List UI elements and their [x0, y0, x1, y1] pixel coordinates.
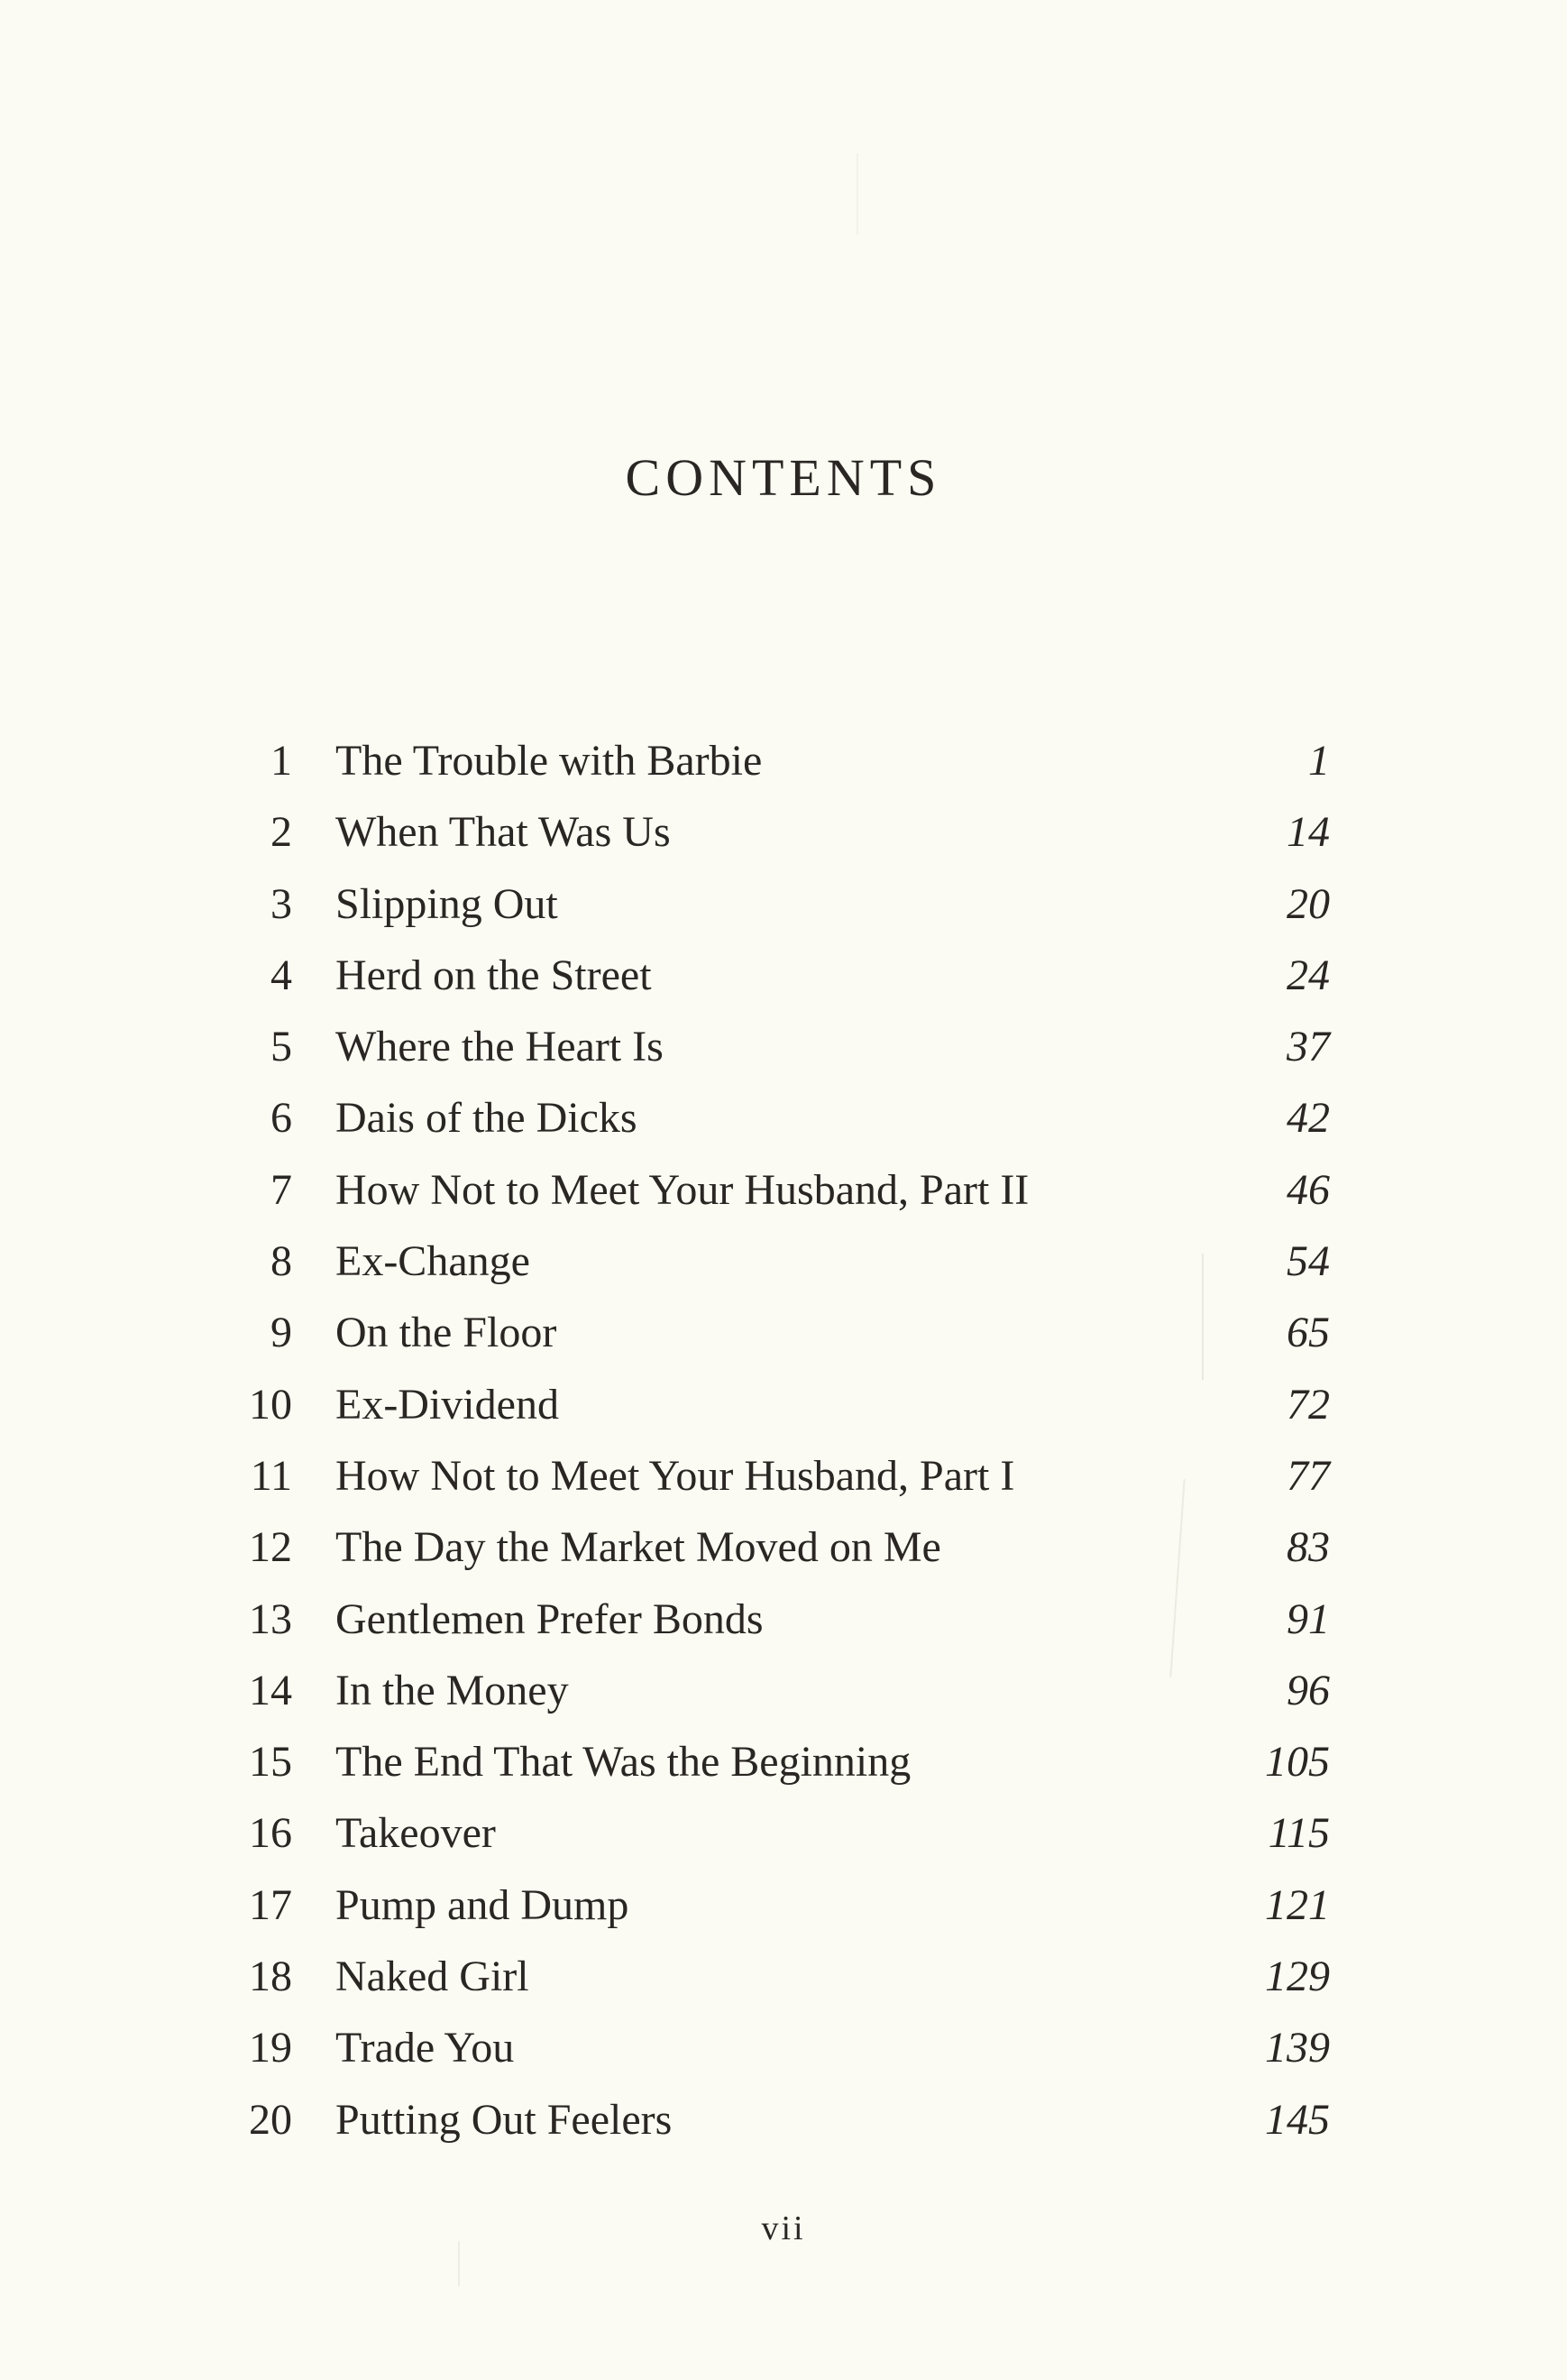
chapter-page-number: 129	[1265, 1953, 1330, 2001]
chapter-number: 20	[249, 2095, 292, 2144]
paper-mark	[857, 153, 858, 234]
chapter-page-number: 46	[1287, 1165, 1330, 1214]
chapter-title: Pump and Dump	[335, 1880, 629, 1929]
chapter-number: 3	[270, 879, 292, 928]
chapter-title: Ex-Change	[335, 1237, 530, 1286]
chapter-number: 14	[249, 1666, 292, 1714]
chapter-page-number: 145	[1265, 2095, 1330, 2144]
toc-entry	[0, 1955, 1567, 2026]
chapter-number: 10	[249, 1380, 292, 1429]
chapter-title: Where the Heart Is	[335, 1023, 664, 1071]
chapter-number: 15	[249, 1738, 292, 1787]
chapter-title: The Day the Market Moved on Me	[335, 1523, 941, 1572]
chapter-number: 6	[270, 1094, 292, 1143]
chapter-page-number: 42	[1287, 1094, 1330, 1143]
chapter-number: 7	[270, 1165, 292, 1214]
chapter-number: 11	[250, 1451, 292, 1500]
chapter-number: 9	[270, 1309, 292, 1357]
page-number: vii	[761, 2210, 806, 2247]
table-of-contents	[0, 737, 1567, 2170]
chapter-number: 1	[270, 737, 292, 785]
toc-entry	[0, 951, 1567, 1025]
chapter-page-number: 24	[1287, 951, 1330, 999]
chapter-title: Gentlemen Prefer Bonds	[335, 1594, 764, 1643]
chapter-number: 13	[249, 1594, 292, 1643]
chapter-page-number: 14	[1287, 808, 1330, 857]
chapter-number: 2	[270, 808, 292, 857]
chapter-page-number: 83	[1287, 1523, 1330, 1572]
toc-entry	[0, 1094, 1567, 1168]
chapter-number: 19	[249, 2024, 292, 2072]
chapter-number: 18	[249, 1953, 292, 2001]
toc-entry	[0, 2026, 1567, 2098]
chapter-page-number: 77	[1287, 1451, 1330, 1500]
chapter-title: How Not to Meet Your Husband, Part II	[335, 1165, 1030, 1214]
toc-entry	[0, 1738, 1567, 1812]
toc-entry	[0, 2095, 1567, 2170]
toc-entry	[0, 1311, 1567, 1383]
toc-entry	[0, 1380, 1567, 1455]
chapter-page-number: 65	[1287, 1309, 1330, 1357]
chapter-page-number: 115	[1268, 1809, 1330, 1858]
chapter-page-number: 91	[1287, 1594, 1330, 1643]
toc-entry	[0, 1666, 1567, 1741]
paper-mark	[458, 2241, 460, 2286]
chapter-number: 5	[270, 1023, 292, 1071]
toc-entry	[0, 1523, 1567, 1597]
chapter-page-number: 37	[1287, 1023, 1330, 1071]
toc-entry	[0, 1165, 1567, 1240]
chapter-page-number: 139	[1265, 2024, 1330, 2072]
toc-entry	[0, 879, 1567, 954]
chapter-page-number: 1	[1308, 737, 1330, 785]
toc-entry	[0, 1809, 1567, 1883]
chapter-title: The End That Was the Beginning	[335, 1738, 912, 1787]
toc-entry	[0, 1237, 1567, 1311]
chapter-title: In the Money	[335, 1666, 569, 1714]
chapter-title: Trade You	[335, 2024, 515, 2072]
chapter-title: When That Was Us	[335, 808, 671, 857]
toc-entry	[0, 808, 1567, 882]
chapter-number: 16	[249, 1809, 292, 1858]
chapter-number: 17	[249, 1880, 292, 1929]
chapter-number: 8	[270, 1237, 292, 1286]
toc-entry	[0, 1880, 1567, 1955]
chapter-title: Dais of the Dicks	[335, 1094, 637, 1143]
paper-mark	[1202, 1254, 1204, 1380]
chapter-page-number: 121	[1265, 1880, 1330, 1929]
chapter-title: Herd on the Street	[335, 951, 652, 999]
chapter-page-number: 72	[1287, 1380, 1330, 1429]
page-title: CONTENTS	[625, 447, 942, 507]
chapter-page-number: 105	[1265, 1738, 1330, 1787]
chapter-title: The Trouble with Barbie	[335, 737, 763, 785]
toc-entry	[0, 1025, 1567, 1097]
chapter-title: How Not to Meet Your Husband, Part I	[335, 1451, 1015, 1500]
toc-entry	[0, 737, 1567, 811]
chapter-page-number: 54	[1287, 1237, 1330, 1286]
chapter-title: Ex-Dividend	[335, 1380, 559, 1429]
chapter-page-number: 20	[1287, 879, 1330, 928]
chapter-title: Takeover	[335, 1809, 496, 1858]
chapter-title: Putting Out Feelers	[335, 2095, 673, 2144]
chapter-number: 4	[270, 951, 292, 999]
chapter-page-number: 96	[1287, 1666, 1330, 1714]
chapter-title: Slipping Out	[335, 879, 558, 928]
chapter-title: Naked Girl	[335, 1953, 529, 2001]
chapter-number: 12	[249, 1523, 292, 1572]
chapter-title: On the Floor	[335, 1309, 557, 1357]
toc-entry	[0, 1594, 1567, 1669]
toc-entry	[0, 1451, 1567, 1526]
